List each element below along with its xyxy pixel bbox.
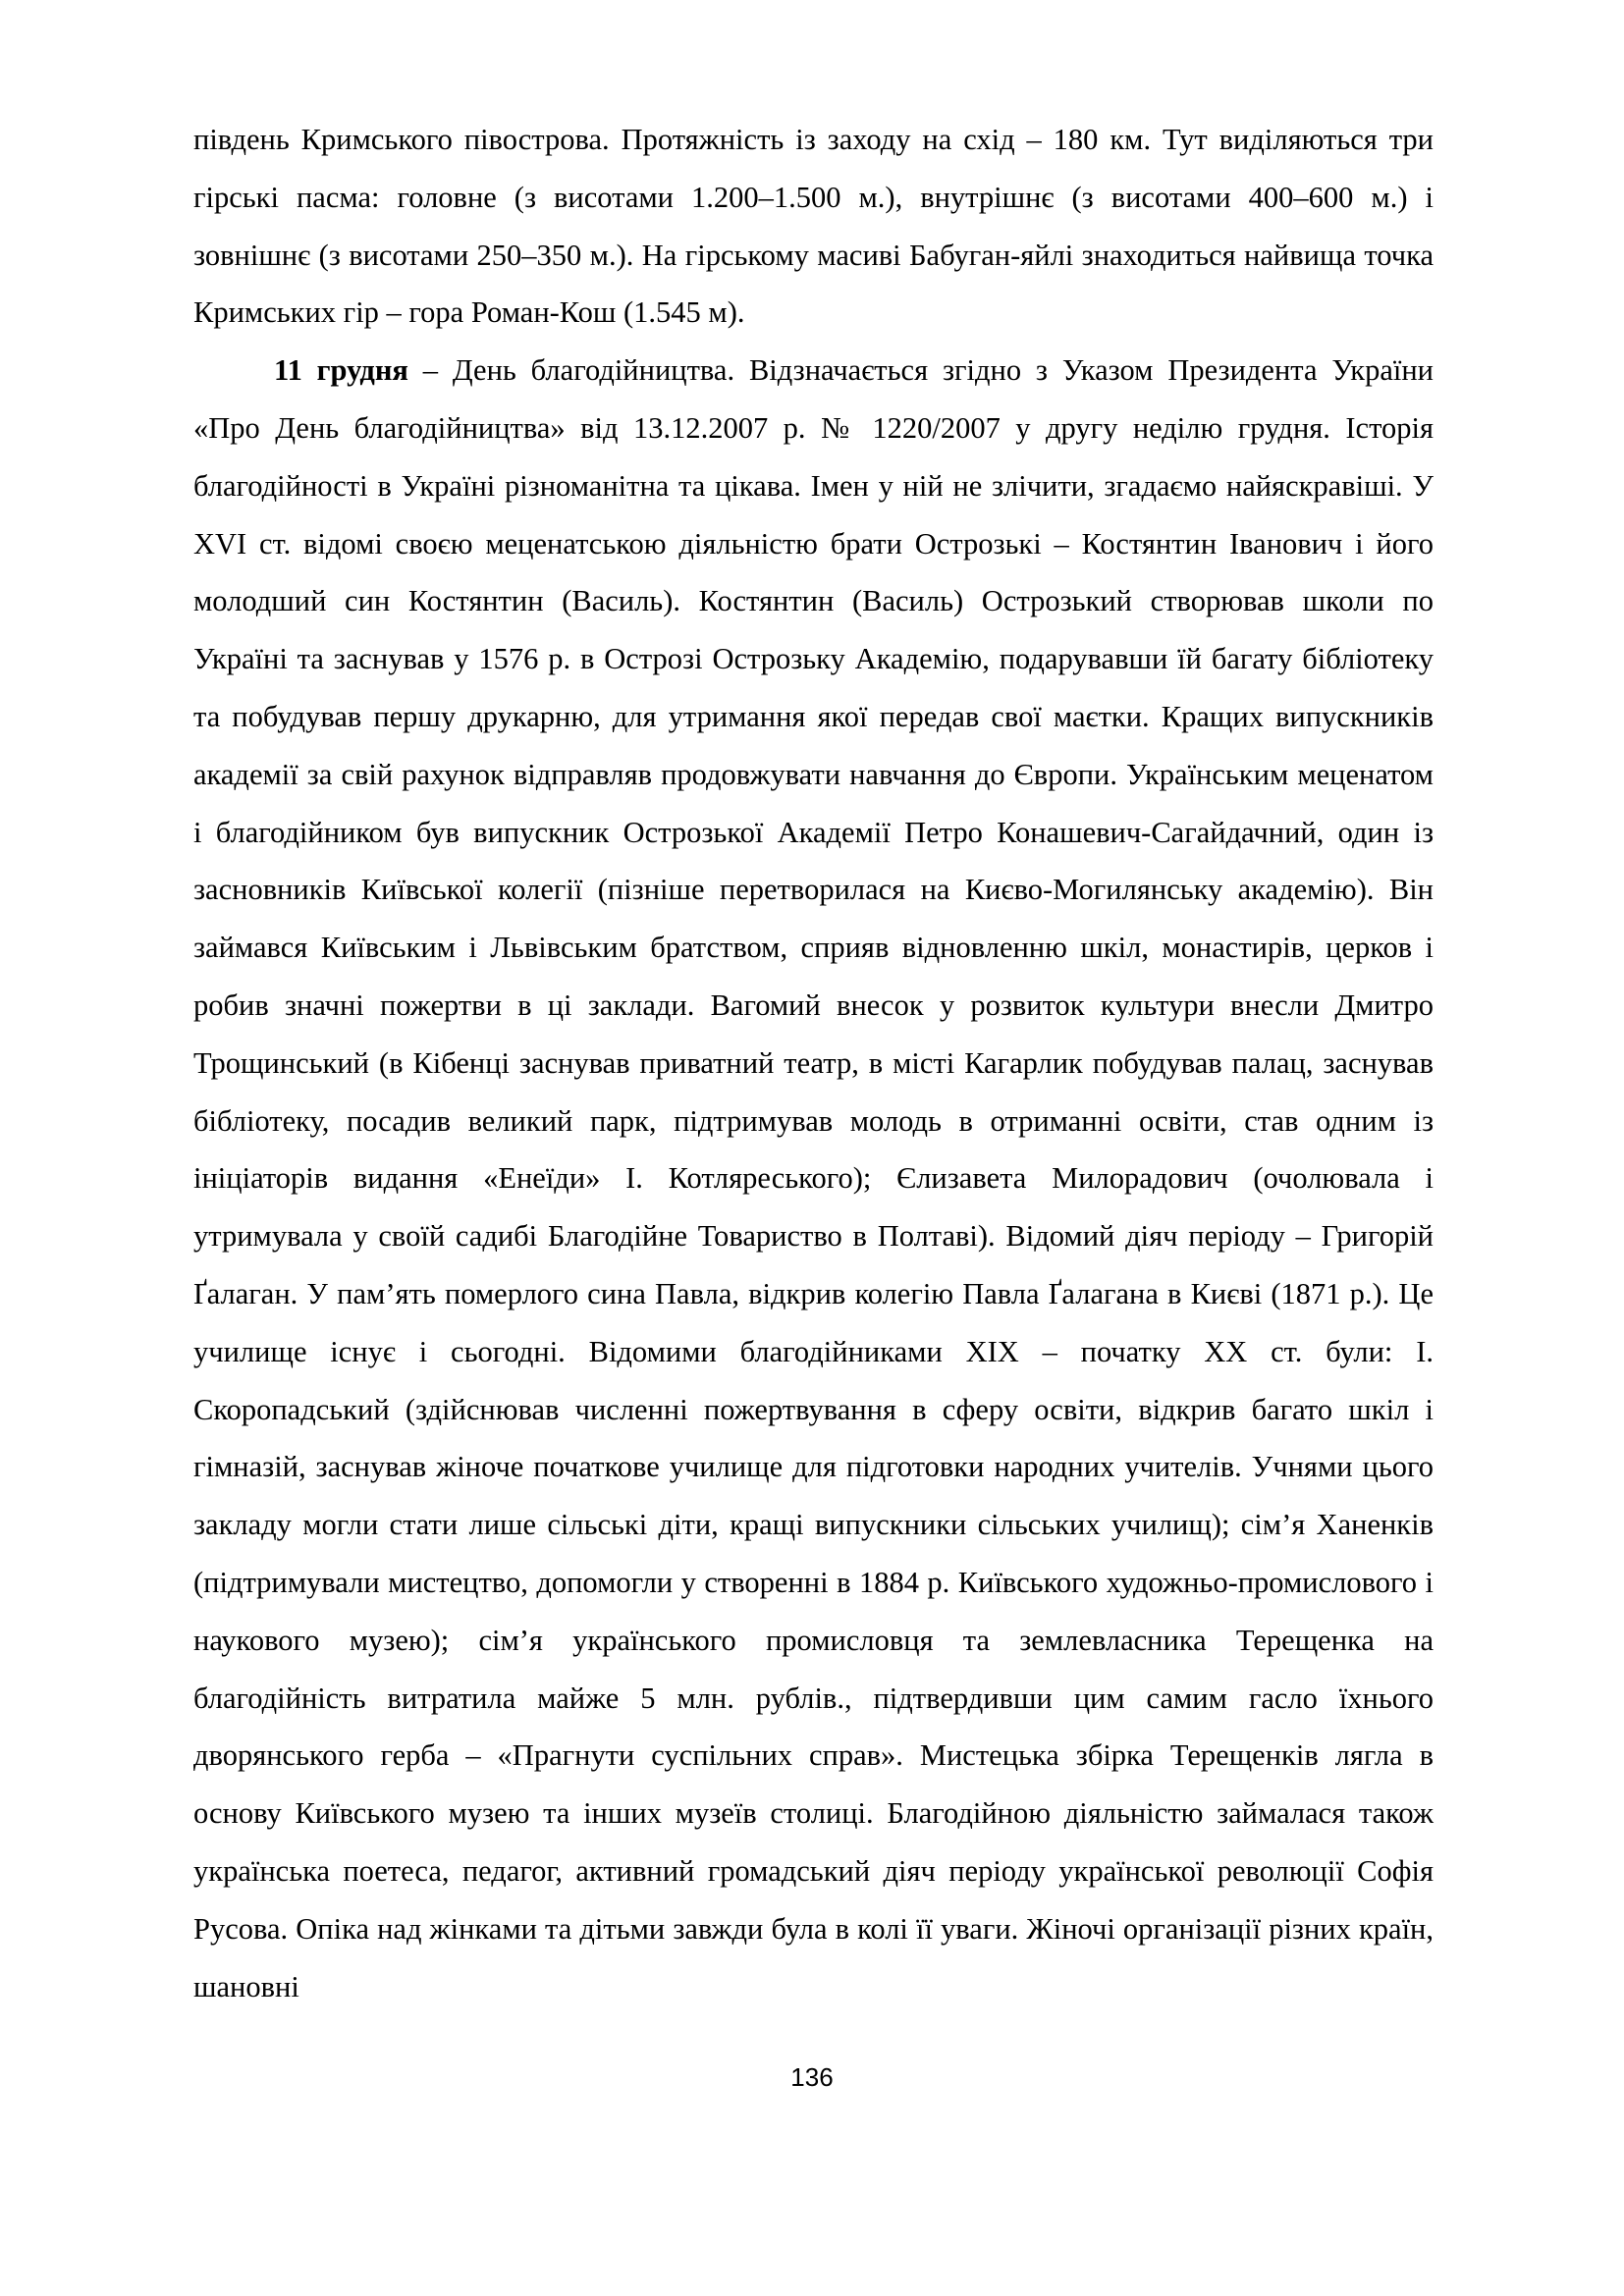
date-heading: 11 грудня <box>274 353 408 388</box>
paragraph-text: південь Кримського півострова. Протяжність із заходу на схід – 180 км. Тут виділяються три гірські пасма: головне (з висотами 1.200–1.500 м.), внутрішнє (з висотами 400–600 м.) і зовнішнє (з висотами 250–350 м.). На гірському масиві Бабуган-яйлі знаходиться найвища точка Кримських гір – гора Роман-Кош (1.545 м). <box>193 123 1434 330</box>
page-number: 136 <box>790 2062 834 2092</box>
paragraph-text: – День благодійництва. Відзначається згідно з Указом Президента України «Про День благодійництва» від 13.12.2007 р. № 1220/2007 у другу неділю грудня. Історія благодійності в Україні різноманітна та цікава. Імен у ній не злічити, згадаємо найяскравіші. У XVI ст. відомі своєю меценатською діяльністю брати Острозькі – Костянтин Іванович і його молодший син Костянтин (Василь). Костянтин (Василь) Острозький створював школи по Україні та заснував у 1576 р. в Острозі Острозьку Академію, подарувавши їй багату бібліотеку та побудував першу друкарню, для утримання якої передав свої маєтки. Кращих випускників академії за свій рахунок відправляв продовжувати навчання до Європи. Українським меценатом і благодійником був випускник Острозької Академії Петро Конашевич-Сагайдачний, один із засновників Київської колегії (пізніше перетворилася на Києво-Могилянську академію). Він займався Київським і Львівським братством, сприяв відновленню шкіл, монастирів, церков і робив значні пожертви в ці заклади. Вагомий внесок у розвиток культури внесли Дмитро Трощинський (в Кібенці заснував приватний театр, в місті Кагарлик побудував палац, заснував бібліотеку, посадив великий парк, підтримував молодь в отриманні освіти, став одним із ініціаторів видання «Енеїди» І. Котляреського); Єлизавета Милорадович (очолювала і утримувала у своїй садибі Благодійне Товариство в Полтаві). Відомий діяч періоду – Григорій Ґалаган. У пам’ять померлого сина Павла, відкрив колегію Павла Ґалагана в Києві (1871 р.). Це училище існує і сьогодні. Відомими благодійниками XIX – початку XX ст. були: І. Скоропадський (здійснював численні пожертвування в сферу освіти, відкрив багато шкіл і гімназій, заснував жіноче початкове училище для підготовки народних учителів. Учнями цього закладу могли стати лише сільські діти, кращі випускники сільських училищ); сім’я Ханенків (підтримували мистецтво, допомогли у створенні в 1884 р. Київського художньо-промислового і наукового музею); сім’я українського промисловця та землевласника Терещенка на благодійність витратила майже 5 млн. рублів., підтвердивши цим самим гасло їхнього дворянського герба – «Прагнути суспільних справ». Мистецька збірка Терещенків лягла в основу Київського музею та інших музеїв столиці. Благодійною діяльністю займалася також українська поетеса, педагог, активний громадський діяч періоду української революції Софія Русова. Опіка над жінками та дітьми завжди була в колі її уваги. Жіночі організації різних країн, шановні <box>193 353 1434 2003</box>
document-page <box>193 111 1434 2015</box>
paragraph-charity-day <box>193 342 1434 2015</box>
paragraph-crimea <box>193 111 1434 342</box>
